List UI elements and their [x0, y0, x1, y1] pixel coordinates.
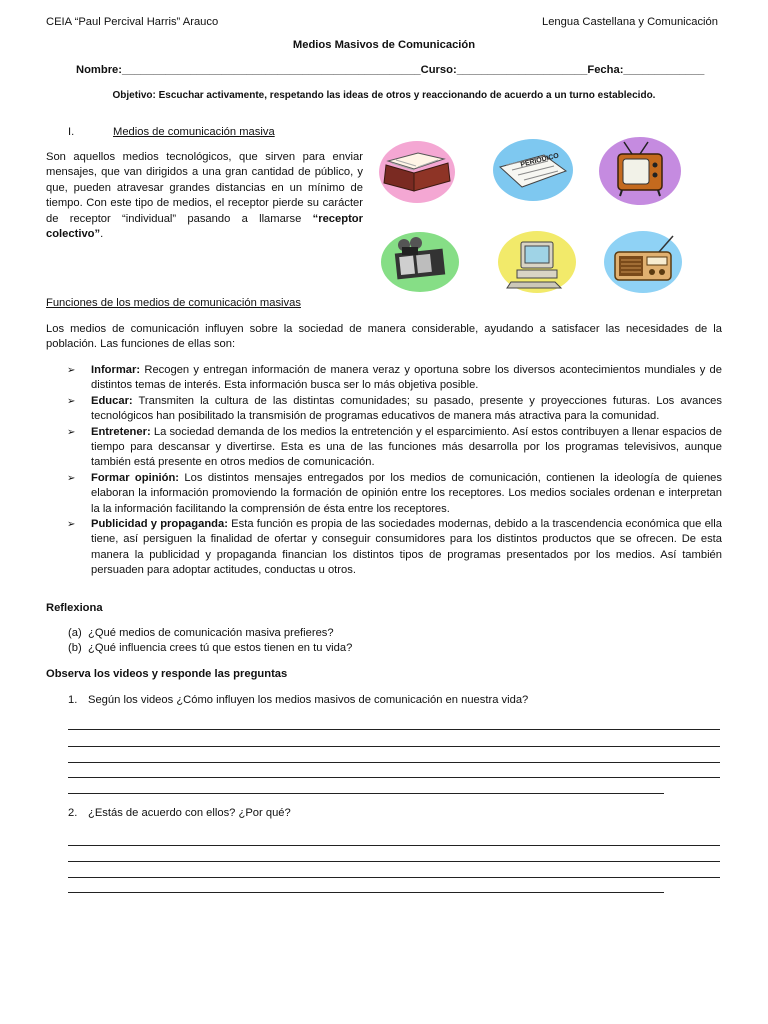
- answer-line[interactable]: [68, 861, 720, 862]
- question-number: 2.: [68, 807, 78, 819]
- list-item: [46, 471, 722, 517]
- answer-line[interactable]: [68, 793, 664, 794]
- functions-title: Funciones de los medios de comunicación masivas: [46, 297, 301, 309]
- list-item: [46, 394, 722, 425]
- video-question-2: [68, 806, 291, 821]
- objective: Objetivo: Escuchar activamente, respetando las ideas de otros y reaccionando de acuerdo a un turno establecido.: [112, 90, 656, 101]
- question-text: ¿Qué influencia crees tú que estos tienen en tu vida?: [88, 642, 353, 655]
- radio-icon: [603, 230, 683, 294]
- question-number: 1.: [68, 694, 78, 706]
- intro-text: Son aquellos medios tecnológicos, que sirven para enviar mensajes, que van dirigidos a una gran cantidad de público, y que, pueden atravesar grandes distancias en un mínimo de tiempo. Con este tipo de medios, el receptor pierde su carácter de receptor “individual” pasando a llamarse: [46, 151, 363, 225]
- newspaper-icon: [492, 137, 574, 203]
- book-icon: [378, 139, 456, 205]
- function-term: Informar:: [91, 364, 141, 376]
- intro-paragraph: [46, 150, 363, 242]
- intro-bold: “receptor colectivo”: [46, 212, 363, 241]
- question-text: ¿Estás de acuerdo con ellos? ¿Por qué?: [88, 807, 291, 819]
- page-title: Medios Masivos de Comunicación: [292, 39, 476, 51]
- function-term: Publicidad y propaganda:: [91, 518, 228, 531]
- function-text: Transmiten la cultura de las distintas comunidades; su pasado, presente y proyecciones futuras. Los avances tecnológicos han posibilitado la transmisión de programas educativos de manera más atractiva para la comunidad.: [91, 394, 722, 423]
- question-marker: (a): [68, 627, 82, 639]
- list-item: [46, 641, 722, 656]
- intro-end: .: [100, 228, 104, 241]
- function-text: Los distintos mensajes entregados por los medios de comunicación, contienen la ideología de quienes elaboran la información promoviendo la formación de opinión entre los receptores. Los medios sociales ordenan e interpretan la la información facilitando la comprensión de ésta entre los receptores.: [91, 471, 722, 515]
- videos-title: Observa los videos y responde las preguntas: [46, 668, 288, 680]
- student-info-fields: Nombre:________________________________________________Curso:_____________________Fecha:_____________: [76, 64, 705, 76]
- reflexiona-title: Reflexiona: [46, 602, 103, 614]
- bullet-arrow-icon: ➢: [67, 519, 76, 531]
- answer-line[interactable]: [68, 845, 720, 846]
- function-term: Educar:: [91, 394, 133, 407]
- bullet-arrow-icon: ➢: [67, 395, 76, 407]
- functions-intro: Los medios de comunicación influyen sobre la sociedad de manera considerable, ayudando a satisfacer las necesidades de la población. Las funciones de ellas son:: [46, 323, 722, 351]
- bullet-arrow-icon: ➢: [67, 472, 76, 484]
- function-text: Esta función es propia de las sociedades modernas, debido a la trascendencia económica que ella tiene, así persiguen la finalidad de ofertar y conseguir consumidores para los distintos productos que se ofrecen. De esta manera la publicidad y propaganda financian los distintos tipos de programas presentados por los medios. Así también persuaden para adoptar actitudes, conductas u otros.: [91, 518, 722, 577]
- list-item: [46, 363, 722, 394]
- computer-icon: [497, 230, 577, 294]
- function-term: Entretener:: [91, 425, 151, 438]
- bullet-arrow-icon: ➢: [67, 365, 76, 376]
- function-text: Recogen y entregan información de manera veraz y oportuna sobre los diversos acontecimientos mundiales y de distintos temas de interés. Esta información busca ser lo más objetiva posible.: [91, 364, 722, 392]
- functions-list: [46, 363, 722, 579]
- list-item: [46, 626, 722, 641]
- list-item: [46, 517, 722, 579]
- answer-line[interactable]: [68, 729, 720, 730]
- answer-line[interactable]: [68, 877, 720, 878]
- question-text: ¿Qué medios de comunicación masiva prefieres?: [88, 627, 334, 639]
- subject-name: Lengua Castellana y Comunicación: [541, 16, 718, 28]
- question-text: Según los videos ¿Cómo influyen los medios masivos de comunicación en nuestra vida?: [88, 694, 529, 706]
- answer-line[interactable]: [68, 777, 720, 778]
- reflexiona-questions: [46, 626, 722, 657]
- film-camera-icon: [380, 231, 460, 293]
- newspaper-caption: PERIÓDICO: [519, 152, 560, 169]
- question-marker: (b): [68, 642, 82, 655]
- school-name: CEIA “Paul Percival Harris” Arauco: [46, 16, 219, 28]
- answer-line[interactable]: [68, 746, 720, 747]
- function-term: Formar opinión:: [91, 471, 180, 484]
- answer-line[interactable]: [68, 762, 720, 763]
- section-title: Medios de comunicación masiva: [113, 126, 275, 138]
- section-number: I.: [68, 126, 75, 138]
- function-text: La sociedad demanda de los medios la entretención y el esparcimiento. Así estos contribuyen a llenar espacios de tiempo para descansar y divertirse. Esta es una de las funciones más desarrolla por los programas televisivos, aunque también está presente en otros medios de comunicación.: [91, 425, 722, 469]
- answer-line[interactable]: [68, 892, 664, 893]
- list-item: [46, 425, 722, 471]
- bullet-arrow-icon: ➢: [67, 426, 76, 438]
- video-question-1: [68, 693, 528, 708]
- television-icon: [598, 136, 682, 206]
